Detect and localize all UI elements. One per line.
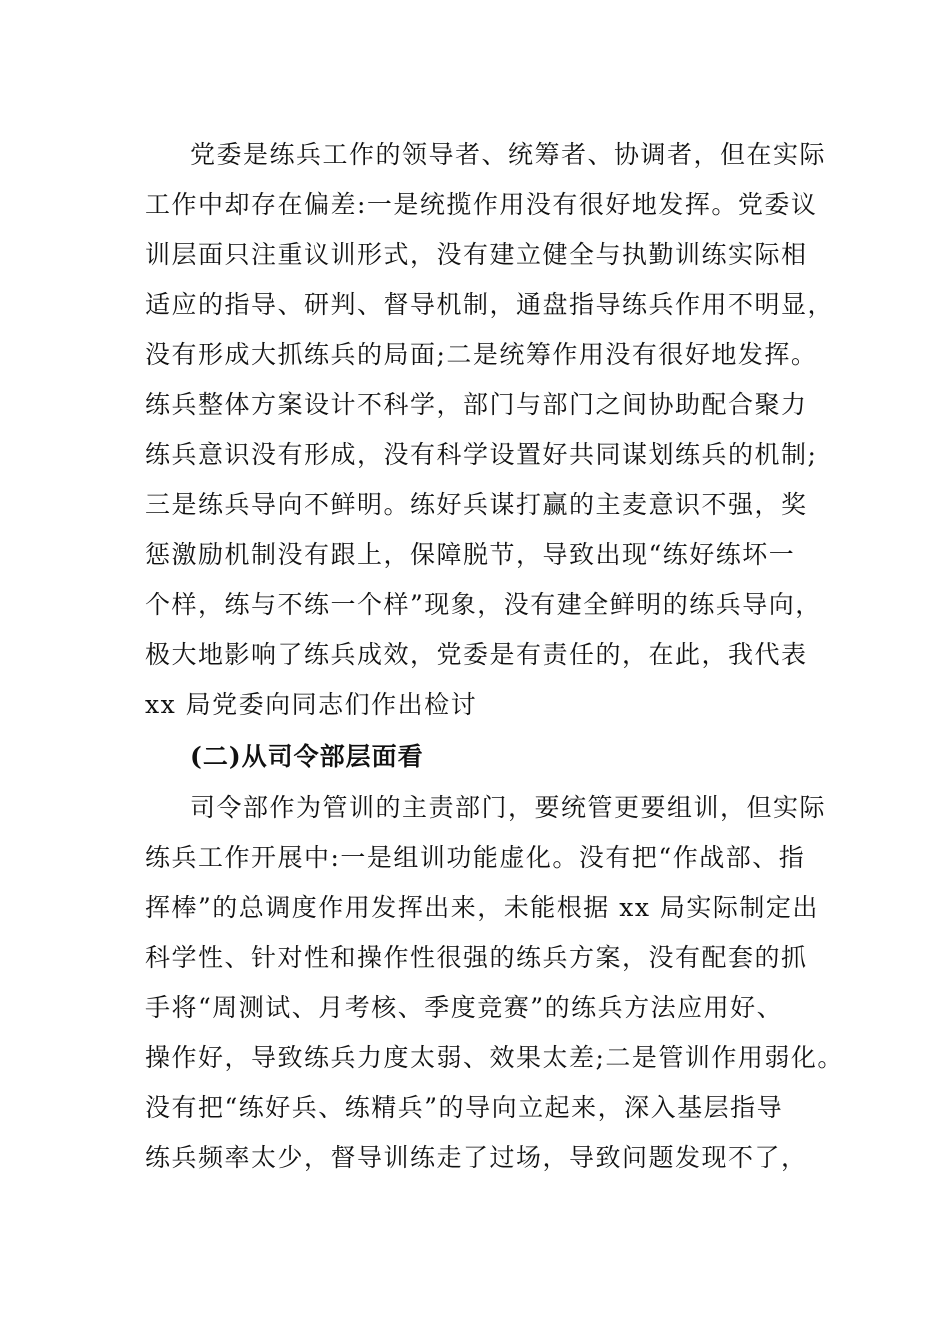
section-2-line-8: 练兵频率太少，督导训练走了过场，导致问题发现不了， bbox=[145, 1143, 808, 1172]
paragraph-1-line-6: 练兵整体方案设计不科学，部门与部门之间协助配合聚力 bbox=[145, 390, 808, 419]
section-2-line-1: 司令部作为管训的主责部门，要统管更要组训，但实际 bbox=[190, 793, 827, 822]
paragraph-1-line-8: 三是练兵导向不鲜明。练好兵谋打赢的主麦意识不强，奖 bbox=[145, 490, 808, 519]
paragraph-1-line-2: 工作中却存在偏差:一是统揽作用没有很好地发挥。党委议 bbox=[145, 190, 818, 219]
paragraph-1-line-7: 练兵意识没有形成，没有科学设置好共同谋划练兵的机制; bbox=[145, 440, 818, 469]
section-2-line-4: 科学性、针对性和操作性很强的练兵方案，没有配套的抓 bbox=[145, 943, 808, 972]
section-2-heading: (二)从司令部层面看 bbox=[190, 742, 424, 771]
paragraph-1-line-3: 训层面只注重议训形式，没有建立健全与执勤训练实际相 bbox=[145, 240, 808, 269]
section-2-line-7: 没有把“练好兵、练精兵”的导向立起来，深入基层指导 bbox=[145, 1093, 784, 1122]
paragraph-1-line-12: xx 局党委向同志们作出检讨 bbox=[145, 690, 478, 719]
paragraph-1-line-11: 极大地影响了练兵成效，党委是有责任的，在此，我代表 bbox=[145, 640, 808, 669]
section-2-line-5: 手将“周测试、月考核、季度竞赛”的练兵方法应用好、 bbox=[145, 993, 784, 1022]
paragraph-1-line-1: 党委是练兵工作的领导者、统筹者、协调者，但在实际 bbox=[190, 140, 827, 169]
paragraph-1-line-4: 适应的指导、研判、督导机制，通盘指导练兵作用不明显， bbox=[145, 290, 835, 319]
section-2-line-3: 挥棒”的总调度作用发挥出来，未能根据 xx 局实际制定出 bbox=[145, 893, 819, 922]
paragraph-1-line-9: 惩激励机制没有跟上，保障脱节，导致出现“练好练坏一 bbox=[145, 540, 796, 569]
paragraph-1-line-5: 没有形成大抓练兵的局面;二是统筹作用没有很好地发挥。 bbox=[145, 340, 818, 369]
section-2-line-2: 练兵工作开展中:一是组训功能虚化。没有把“作战部、指 bbox=[145, 843, 806, 872]
section-2-line-6: 操作好，导致练兵力度太弱、效果太差;二是管训作用弱化。 bbox=[145, 1043, 844, 1072]
paragraph-1-line-10: 个样，练与不练一个样”现象，没有建全鲜明的练兵导向， bbox=[145, 590, 822, 619]
